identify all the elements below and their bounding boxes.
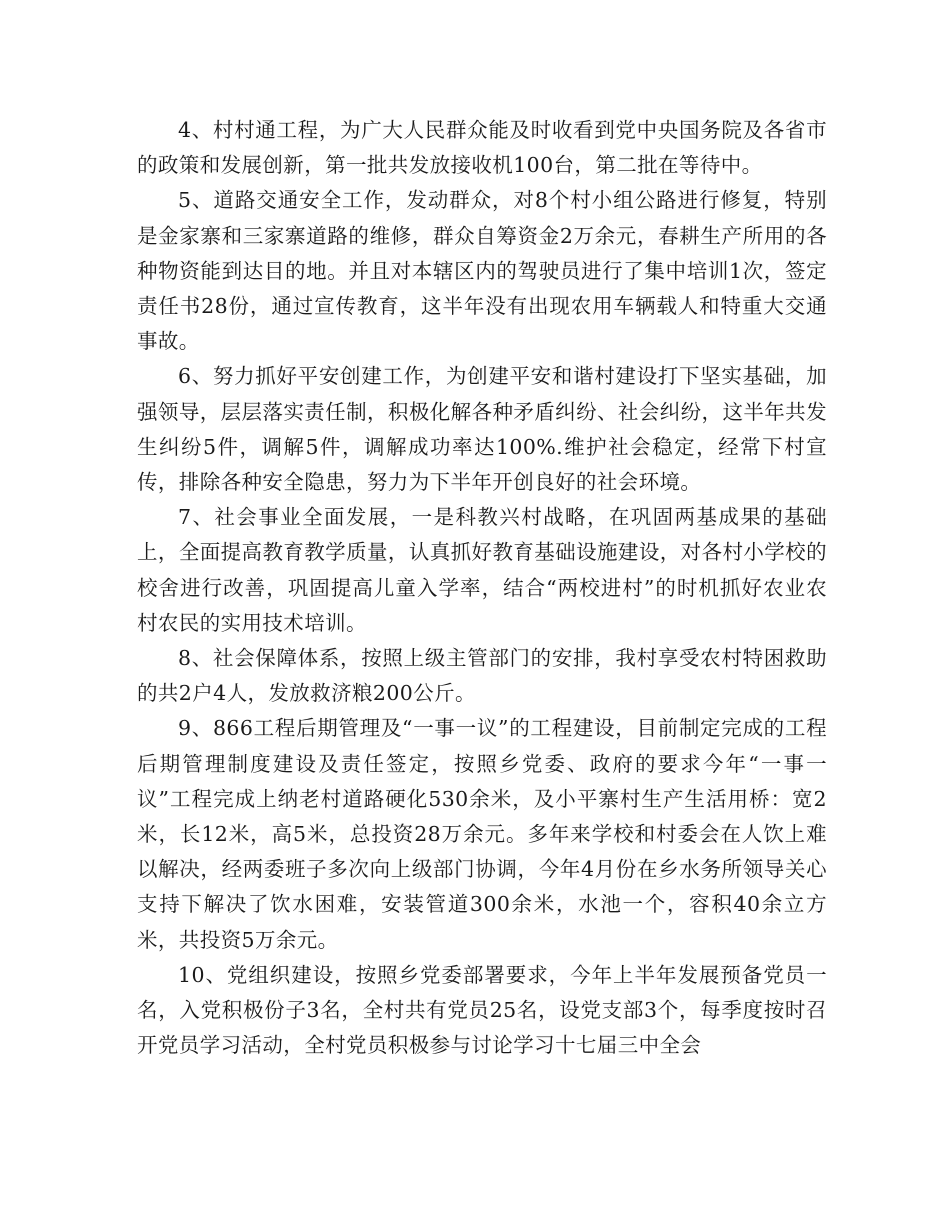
paragraph-village-tv-project: 4、村村通工程，为广大人民群众能及时收看到党中央国务院及各省市的政策和发展创新，第一批共发放接收机100台，第二批在等待中。 bbox=[137, 118, 827, 178]
paragraph-project-management: 9、866工程后期管理及“一事一议”的工程建设，目前制定完成的工程后期管理制度建设及责任签定，按照乡党委、政府的要求今年“一事一议”工程完成上纳老村道路硬化530余米，及小平寨村生产生活用桥：宽2米，长12米，高5米，总投资28万余元。多年来学校和村委会在人饮上难以解决，经两委班子多次向上级部门协调，今年4月份在乡水务所领导关心支持下解决了饮水困难，安装管道300余米，水池一个，容积40余立方米，共投资5万余元。 bbox=[137, 716, 827, 952]
paragraph-social-security: 8、社会保障体系，按照上级主管部门的安排，我村享受农村特困救助的共2户4人，发放救济粮200公斤。 bbox=[137, 646, 827, 706]
paragraph-road-traffic-safety: 5、道路交通安全工作，发动群众，对8个村小组公路进行修复，特别是金家寨和三家寨道路的维修，群众自筹资金2万余元，春耕生产所用的各种物资能到达目的地。并且对本辖区内的驾驶员进行了集中培训1次，签定责任书28份，通过宣传教育，这半年没有出现农用车辆载人和特重大交通事故。 bbox=[137, 188, 827, 354]
paragraph-social-development: 7、社会事业全面发展，一是科教兴村战略，在巩固两基成果的基础上，全面提高教育教学质量，认真抓好教育基础设施建设，对各村小学校的校舍进行改善，巩固提高儿童入学率，结合“两校进村”的时机抓好农业农村农民的实用技术培训。 bbox=[137, 505, 827, 635]
paragraph-party-organization: 10、党组织建设，按照乡党委部署要求，今年上半年发展预备党员一名，入党积极份子3名，全村共有党员25名，设党支部3个，每季度按时召开党员学习活动，全村党员积极参与讨论学习十七届三中全会 bbox=[137, 962, 827, 1058]
document-body bbox=[137, 113, 827, 1063]
paragraph-safety-creation: 6、努力抓好平安创建工作，为创建平安和谐村建设打下坚实基础，加强领导，层层落实责任制，积极化解各种矛盾纠纷、社会纠纷，这半年共发生纠纷5件，调解5件，调解成功率达100%.维护社会稳定，经常下村宣传，排除各种安全隐患，努力为下半年开创良好的社会环境。 bbox=[137, 364, 827, 495]
